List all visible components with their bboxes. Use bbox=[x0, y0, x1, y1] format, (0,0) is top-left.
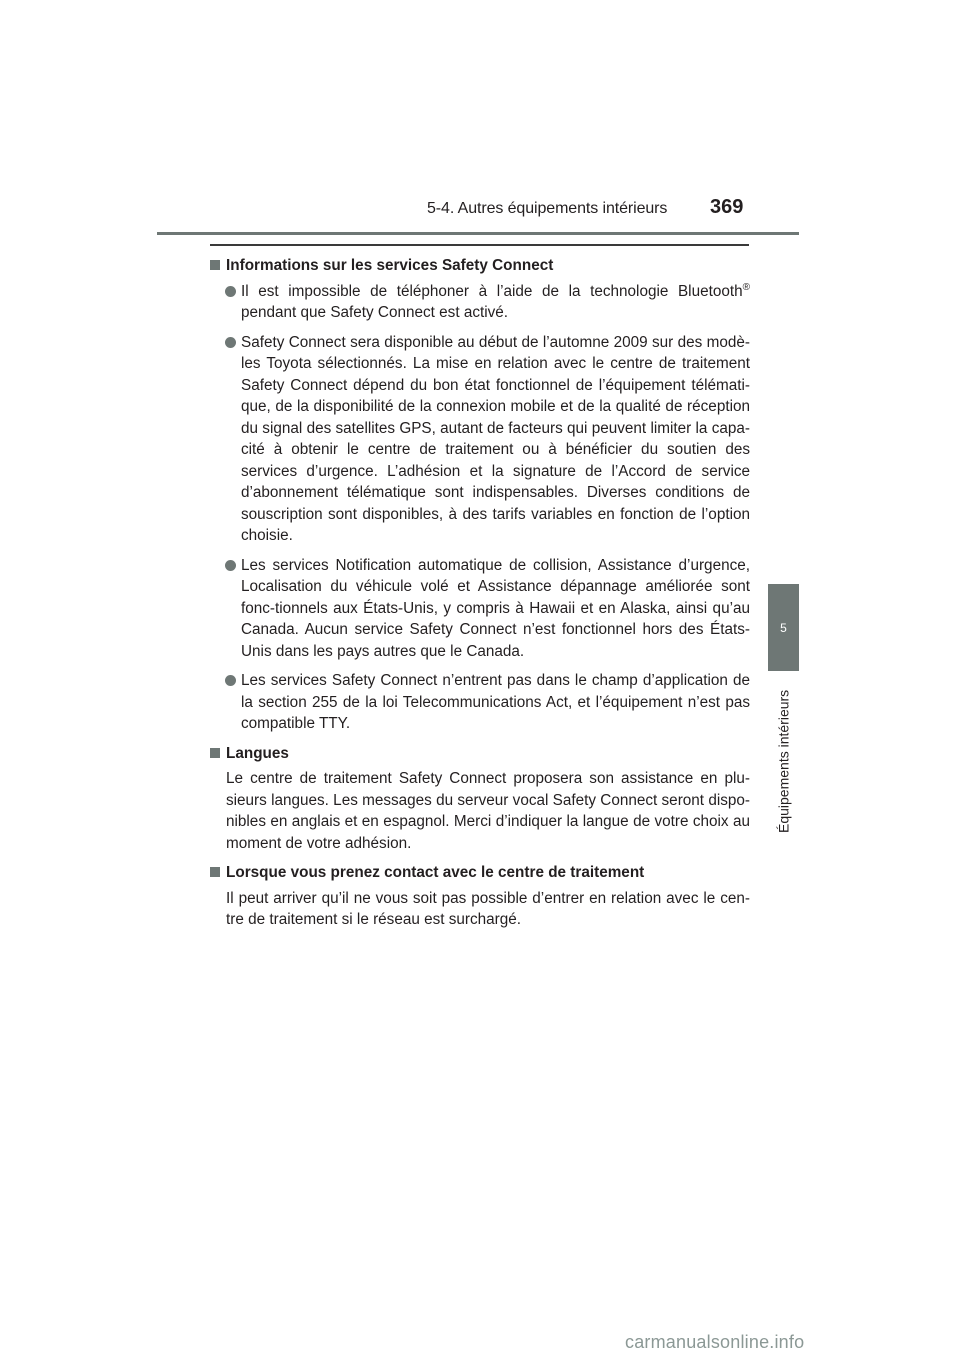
section-heading bbox=[210, 862, 750, 884]
paragraph: Le centre de traitement Safety Connect proposera son assistance en plu-sieurs langues. Les messages du serveur vocal Safety Connect seront dispo-nibles en anglais et en espagnol. Merci d’indiquer la langue de votre choix au moment de votre adhésion. bbox=[226, 770, 750, 852]
section-heading bbox=[210, 743, 750, 765]
square-bullet-icon bbox=[210, 260, 220, 270]
watermark: carmanualsonline.info bbox=[625, 1332, 805, 1352]
circle-bullet-icon bbox=[225, 337, 236, 348]
circle-bullet-icon bbox=[225, 286, 236, 297]
section-heading-text: Informations sur les services Safety Connect bbox=[226, 257, 554, 274]
chapter-tab bbox=[768, 584, 799, 671]
header-section-title: 5-4. Autres équipements intérieurs bbox=[427, 200, 668, 217]
registered-mark: ® bbox=[742, 281, 750, 293]
page-content bbox=[210, 255, 750, 939]
square-bullet-icon bbox=[210, 867, 220, 877]
circle-bullet-icon bbox=[225, 560, 236, 571]
list-item-text: Les services Notification automatique de collision, Assistance d’urgence, Localisation du véhicule volé et Assistance dépannage améliorée sont fonc-tionnels aux États-Unis, y compris à Hawaii et en Alaska, ainsi qu’au Canada. Aucun service Safety Connect n’est fonctionnel hors des États-Unis dans les pays autres que le Canada. bbox=[241, 556, 750, 660]
list-item-text-part: pendant que Safety Connect est activé. bbox=[241, 304, 509, 321]
section-heading bbox=[210, 255, 750, 277]
chapter-number: 5 bbox=[780, 620, 787, 635]
list-item bbox=[210, 332, 750, 547]
list-item bbox=[210, 281, 750, 324]
list-item bbox=[210, 555, 750, 663]
circle-bullet-icon bbox=[225, 675, 236, 686]
header-rule bbox=[157, 232, 799, 235]
content-rule bbox=[210, 244, 749, 246]
page-number: 369 bbox=[710, 196, 744, 218]
section-heading-text: Langues bbox=[226, 744, 289, 762]
list-item-text-part: Il est impossible de téléphoner à l’aide de la technologie Bluetooth bbox=[241, 282, 743, 300]
square-bullet-icon bbox=[210, 748, 220, 758]
paragraph: Il peut arriver qu’il ne vous soit pas possible d’entrer en relation avec le cen-tre de traitement si le réseau est surchargé. bbox=[226, 889, 750, 928]
section-heading-text: Lorsque vous prenez contact avec le centre de traitement bbox=[226, 864, 645, 881]
list-item-text: Safety Connect sera disponible au début de l’automne 2009 sur des modè-les Toyota sélectionnés. La mise en relation avec le centre de traitement Safety Connect dépend du bon état fonctionnel de l’équipement télémati-que, de la disponibilité de la connexion mobile et de la qualité de réception du signal des satellites GPS, autant de facteurs qui peuvent limiter la capa-cité à obtenir le centre de traitement ou à bénéficier du soutien des services d’urgence. L’adhésion et la signature de l’Accord de service d’abonnement télématique sont indispensables. Diverses conditions de souscription sont disponibles, à des tarifs variables en fonction de l’option choisie. bbox=[241, 333, 750, 544]
list-item-text bbox=[241, 281, 750, 324]
chapter-label: Équipements intérieurs bbox=[775, 689, 792, 833]
list-item-text: Les services Safety Connect n’entrent pas dans le champ d’application de la section 255 de la loi Telecommunications Act, et l’équipement n’est pas compatible TTY. bbox=[241, 672, 750, 732]
list-item bbox=[210, 670, 750, 735]
